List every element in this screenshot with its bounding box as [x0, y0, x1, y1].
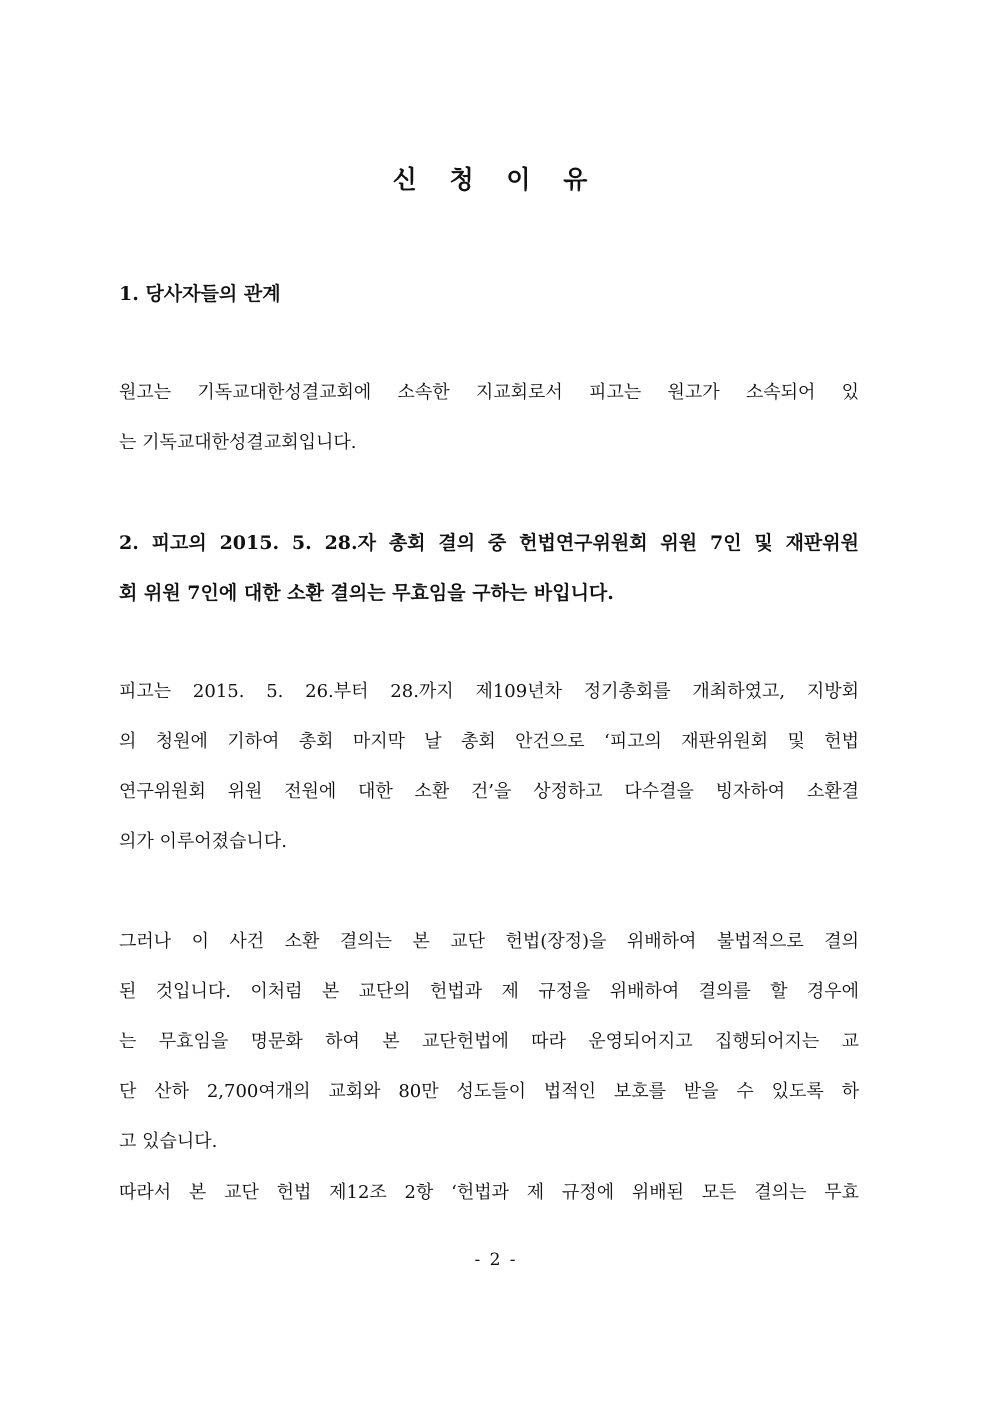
paragraph-2	[119, 667, 859, 867]
paragraph-line: 의가 이루어졌습니다.	[119, 831, 287, 852]
heading-line: 회 위원 7인에 대한 소환 결의는 무효임을 구하는 바입니다.	[119, 582, 614, 604]
document-title: 신 청 이 유	[392, 165, 600, 194]
paragraph-1	[119, 368, 859, 468]
section-heading-1: 1. 당사자들의 관계	[119, 283, 281, 305]
paragraph-4	[119, 1168, 859, 1218]
paragraph-line: 는 무효임을 명문화 하여 본 교단헌법에 따라 운영되어지고 집행되어지는 교	[119, 1031, 859, 1052]
paragraph-line: 의 청원에 기하여 총회 마지막 날 총회 안건으로 ‘피고의 재판위원회 및 헌법	[119, 731, 859, 752]
paragraph-line: 된 것입니다. 이처럼 본 교단의 헌법과 제 규정을 위배하여 결의를 할 경우에	[119, 981, 859, 1002]
page-number: - 2 -	[474, 1250, 518, 1270]
heading-line: 2. 피고의 2015. 5. 28.자 총회 결의 중 헌법연구위원회 위원 7인 및 재판위원	[119, 532, 859, 554]
paragraph-line: 는 기독교대한성결교회입니다.	[119, 432, 357, 453]
paragraph-line: 원고는 기독교대한성결교회에 소속한 지교회로서 피고는 원고가 소속되어 있	[119, 382, 859, 403]
paragraph-line: 고 있습니다.	[119, 1131, 218, 1152]
paragraph-line: 그러나 이 사건 소환 결의는 본 교단 헌법(장정)을 위배하여 불법적으로 결의	[119, 931, 859, 952]
section-heading-2	[119, 518, 859, 618]
paragraph-line: 따라서 본 교단 헌법 제12조 2항 ‘헌법과 제 규정에 위배된 모든 결의는 무효	[119, 1182, 859, 1203]
paragraph-line: 연구위원회 위원 전원에 대한 소환 건’을 상정하고 다수결을 빙자하여 소환결	[119, 781, 859, 802]
paragraph-line: 단 산하 2,700여개의 교회와 80만 성도들이 법적인 보호를 받을 수 있도록 하	[119, 1081, 859, 1102]
paragraph-3	[119, 917, 859, 1167]
paragraph-line: 피고는 2015. 5. 26.부터 28.까지 제109년차 정기총회를 개최하였고, 지방회	[119, 681, 859, 702]
